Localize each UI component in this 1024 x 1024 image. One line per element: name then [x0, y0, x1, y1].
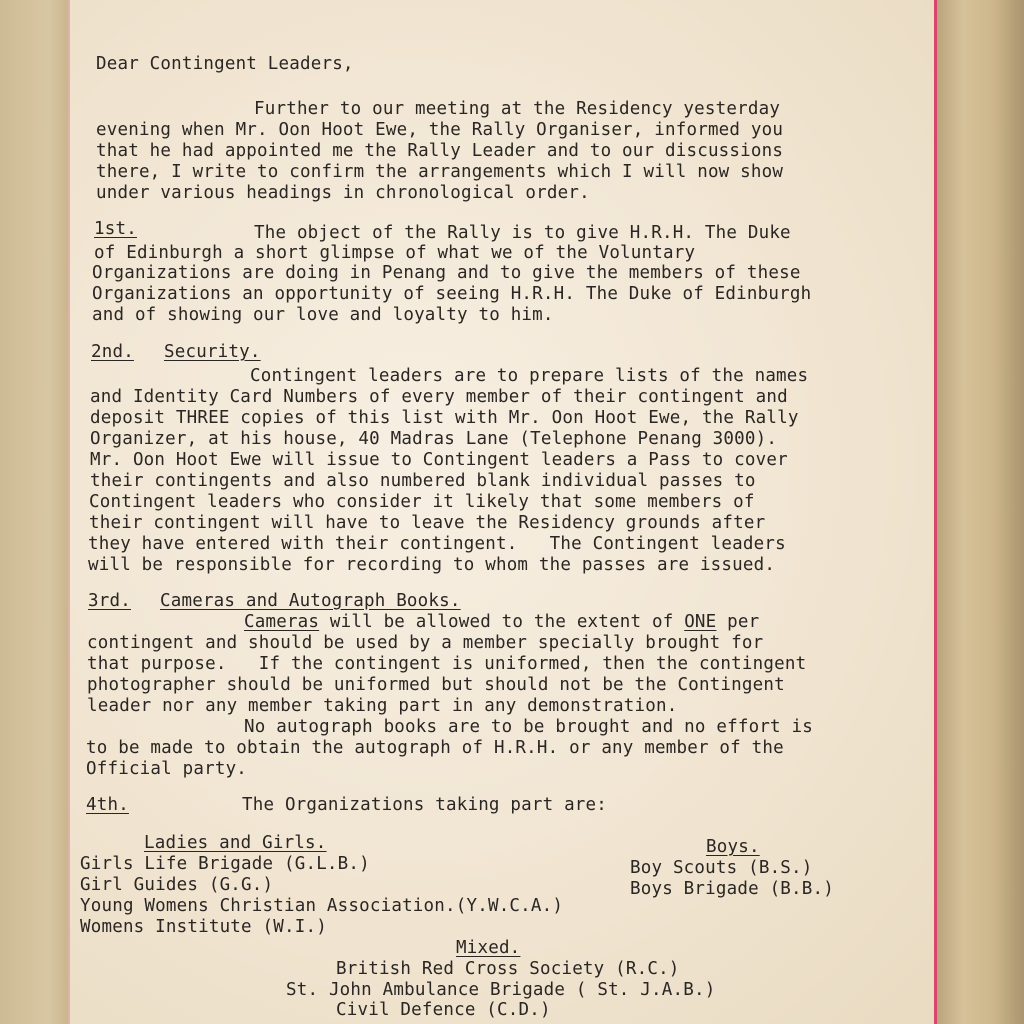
intro-line: under various headings in chronological order. [96, 183, 590, 203]
section-3-line: contingent and should be used by a member specially brought for [87, 633, 764, 653]
section-4-label: 4th. [86, 795, 129, 815]
section-2-line: Contingent leaders are to prepare lists of the names [250, 366, 809, 386]
section-1-line: of Edinburgh a short glimpse of what we of the Voluntary [94, 243, 696, 263]
section-3-line: Official party. [86, 759, 248, 779]
section-2-line: their contingent will have to leave the Residency grounds after [89, 513, 766, 533]
section-2-line: Mr. Oon Hoot Ewe will issue to Contingent leaders a Pass to cover [90, 450, 788, 470]
section-3-first-line [244, 612, 759, 632]
album-left-margin [0, 0, 70, 1024]
intro-line: there, I write to confirm the arrangements which I will now show [96, 162, 784, 182]
one-word: ONE [684, 612, 717, 632]
section-2-heading: Security. [164, 342, 261, 362]
section-2-line: will be responsible for recording to whom the passes are issued. [88, 555, 776, 575]
intro-line: Further to our meeting at the Residency yesterday [254, 99, 781, 119]
section-2-label: 2nd. [91, 342, 134, 362]
org-item: British Red Cross Society (R.C.) [336, 959, 680, 979]
cameras-text: will be allowed to the extent of [319, 612, 685, 632]
section-4-intro: The Organizations taking part are: [242, 795, 608, 815]
org-item: Womens Institute (W.I.) [80, 917, 327, 937]
org-item: Girl Guides (G.G.) [80, 875, 274, 895]
org-item: Civil Defence (C.D.) [336, 1000, 551, 1020]
org-item: Young Womens Christian Association.(Y.W.C.A.) [80, 896, 564, 916]
section-1-line: Organizations an opportunity of seeing H.R.H. The Duke of Edinburgh [92, 284, 812, 304]
section-3-line: leader nor any member taking part in any demonstration. [87, 696, 678, 716]
section-3-label: 3rd. [88, 591, 131, 611]
section-1-label: 1st. [94, 219, 137, 239]
section-2-line: their contingents and also numbered blank individual passes to [90, 471, 756, 491]
ladies-heading: Ladies and Girls. [144, 833, 327, 853]
boys-heading: Boys. [706, 837, 760, 857]
org-item: Boys Brigade (B.B.) [630, 879, 834, 899]
salutation: Dear Contingent Leaders, [96, 54, 354, 74]
section-1-line: and of showing our love and loyalty to him. [92, 305, 554, 325]
section-2-line: Contingent leaders who consider it likely that some members of [89, 492, 755, 512]
mixed-heading: Mixed. [456, 938, 521, 958]
section-3-line: that purpose. If the contingent is uniformed, then the contingent [87, 654, 807, 674]
section-3-line: to be made to obtain the autograph of H.R.H. or any member of the [86, 738, 784, 758]
cameras-text-end: per [716, 612, 760, 632]
section-2-line: deposit THREE copies of this list with Mr. Oon Hoot Ewe, the Rally [90, 408, 799, 428]
section-2-line: and Identity Card Numbers of every member of their contingent and [90, 387, 788, 407]
intro-line: that he had appointed me the Rally Leader and to our discussions [96, 141, 784, 161]
cameras-word: Cameras [244, 612, 320, 632]
section-1-line: Organizations are doing in Penang and to give the members of these [92, 263, 801, 283]
section-2-line: Organizer, at his house, 40 Madras Lane (Telephone Penang 3000). [90, 429, 778, 449]
section-3-line: No autograph books are to be brought and no effort is [244, 717, 814, 737]
page-edge-shadow [937, 0, 1024, 1024]
section-3-line: photographer should be uniformed but should not be the Contingent [87, 675, 785, 695]
section-3-heading: Cameras and Autograph Books. [160, 591, 461, 611]
org-item: Girls Life Brigade (G.L.B.) [80, 854, 370, 874]
org-item: Boy Scouts (B.S.) [630, 858, 813, 878]
intro-line: evening when Mr. Oon Hoot Ewe, the Rally Organiser, informed you [96, 120, 784, 140]
section-2-line: they have entered with their contingent. The Contingent leaders [88, 534, 786, 554]
section-1-line: The object of the Rally is to give H.R.H. The Duke [254, 223, 791, 243]
org-item: St. John Ambulance Brigade ( St. J.A.B.) [286, 980, 716, 1000]
